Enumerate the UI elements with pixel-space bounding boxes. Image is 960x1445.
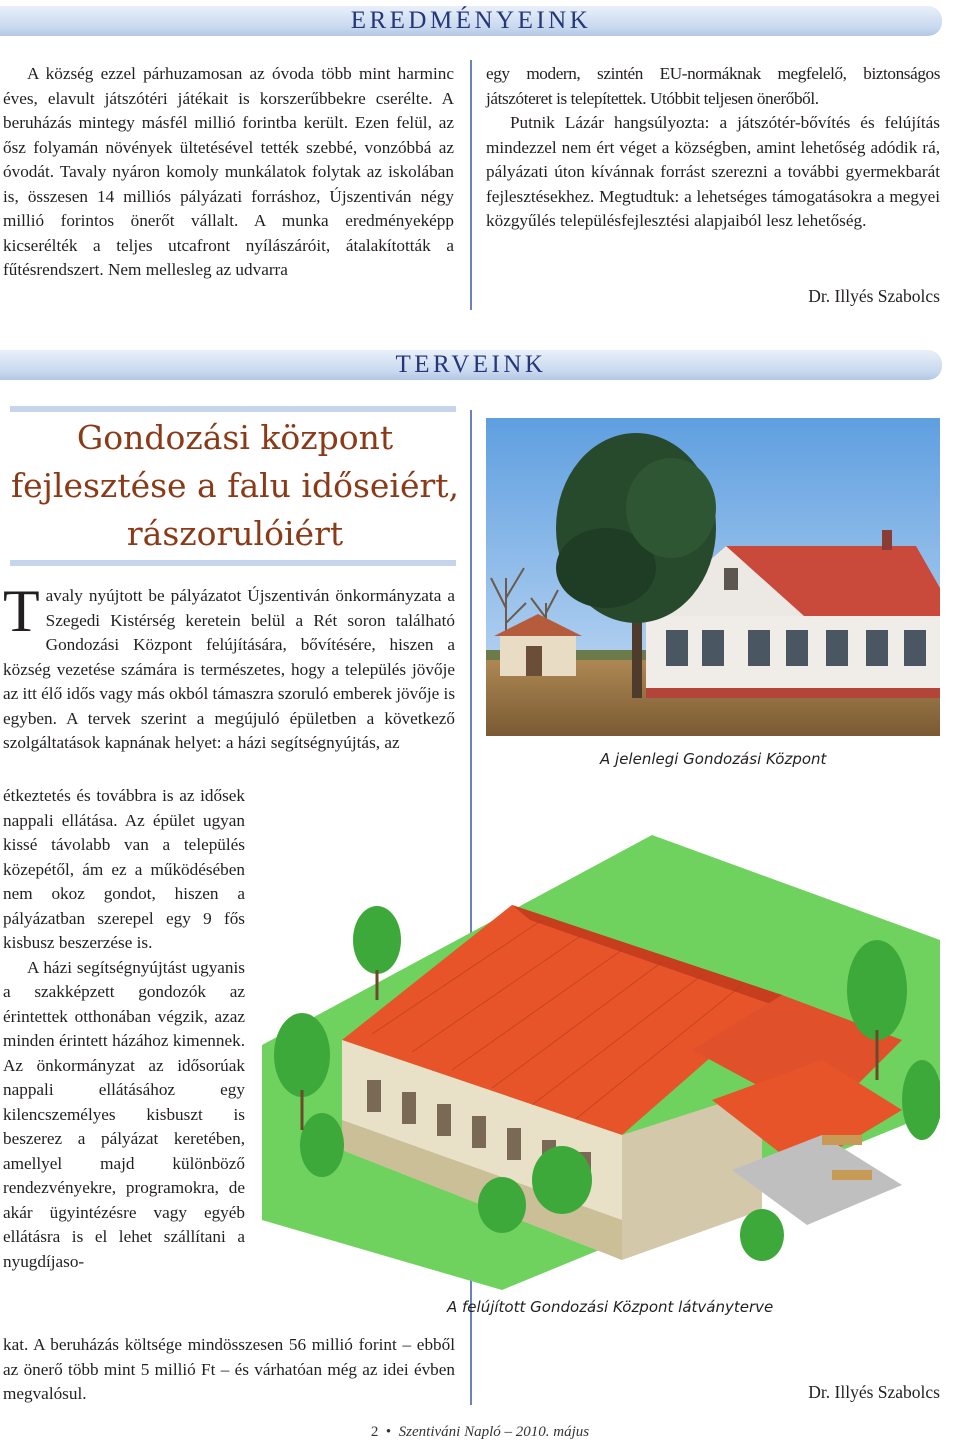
section-title-terveink: TERVEINK [395, 351, 547, 378]
article2-author: Dr. Illyés Szabolcs [808, 1382, 940, 1402]
drop-cap: T [3, 578, 40, 644]
article2-lead-paragraph [3, 578, 456, 756]
article2-narrow-paragraph-1: étkeztetés és továbbra is az idősek nappali ellátása. Az épület ugyan kissé távolabb van a település közepétől, ám ez a működésében nem okoz gondot, hiszen a pályázatban szerepel egy 9 fős kisbusz beszerzése is. [3, 786, 245, 952]
caption-current-center: A jelenlegi Gondozási Központ [600, 750, 827, 768]
article2-lead-column [3, 578, 456, 756]
rendering-renovated-center [262, 790, 940, 1290]
photo-current-center-image [486, 418, 940, 736]
article2-lead-text: avaly nyújtott be pályázatot Újszentiván önkormányzata a Szegedi Kistérség keretein belül a Rét soron található Gondozási Központ felújítására, bővítésére, hiszen a község vezetése számára is természetes, hogy a település jövője az itt élő idős vagy más okból támaszra szoruló emberek jövője is egyben. A tervek szerint a megújuló épületben a következő szolgáltatások kapnának helyet: a házi segítségnyújtás, az [3, 586, 456, 752]
article2-closing-column [3, 1333, 455, 1407]
article2-closing-text: kat. A beruházás költsége mindösszesen 56 millió forint – ebből az önerő több mint 5 millió Ft – és várhatóan még az idei évben megvalósul. [3, 1335, 455, 1403]
page-number: 2 [370, 1424, 379, 1440]
rendering-renovated-center-image [262, 790, 940, 1290]
article1-author: Dr. Illyés Szabolcs [808, 286, 940, 306]
publication-title: Szentiváni Napló – 2010. május [398, 1424, 590, 1440]
article1-right-paragraph-1: egy modern, szintén EU-normáknak megfelelő, biztonságos játszóteret is telepítettek. Utóbbit teljesen önerőből. [486, 64, 940, 108]
article2-narrow-paragraph-2: A házi segítségnyújtást ugyanis a szakképzett gondozók az érintettek otthonában végzik, azaz minden érintett házához kimennek. Az önkormányzat az idősorúak nappali ellátásához egy kilencszemélyes kisbuszt is beszerez a pályázat keretében, amellyel majd különböző rendezvényekre, programokra, de akár ügyintézésre vagy egyéb ellátásra is el lehet szállítani a nyugdíjaso- [3, 957, 245, 1271]
caption-renovated-center: A felújított Gondozási Központ látványterve [447, 1298, 774, 1316]
headline-rule-top [10, 406, 456, 412]
article1-left-column [3, 62, 454, 283]
article1-right-paragraph-2: Putnik Lázár hangsúlyozta: a játszótér-bővítés és felújítás mindezzel nem ért véget a községben, amint lehetőség adódik rá, pályázati úton kívánnak forrást szerezni a további gyermekbarát fejlesztésekhez. Megtudtuk: a lehetséges támogatásokra a megyei közgyűlés településfejlesztési alapjaiból lesz lehetőség. [486, 113, 940, 230]
photo-current-center [486, 418, 940, 736]
section-title-eredmenyeink: EREDMÉNYEINK [350, 7, 592, 34]
article1-right-column [486, 62, 940, 234]
article1-left-text: A község ezzel párhuzamosan az óvoda több mint harminc éves, elavult játszótéri játékait is korszerűbbekre cserélte. A beruházás mintegy másfél millió forintba került. Ezen felül, az ősz folyamán növények ültetésével tették szebbé, vonzóbbá az óvodát. Tavaly nyáron komoly munkálatok folytak az iskolában is, összesen 14 milliós pályázati forráshoz, Újszentiván négy millió forintos önerőt vállalt. A munka eredményeképp kicserélték a teljes utcafront nyílászáróit, átalakították a fűtésrendszert. Nem mellesleg az udvarra [3, 64, 454, 279]
article2-headline: Gondozási központ fejlesztése a falu időseiért, rászorulóiért [10, 418, 460, 553]
page-footer [0, 1424, 960, 1441]
column-divider-1 [470, 60, 472, 310]
headline-rule-bottom [10, 560, 456, 566]
article2-narrow-column [3, 784, 245, 1274]
footer-bullet: • [385, 1424, 392, 1440]
